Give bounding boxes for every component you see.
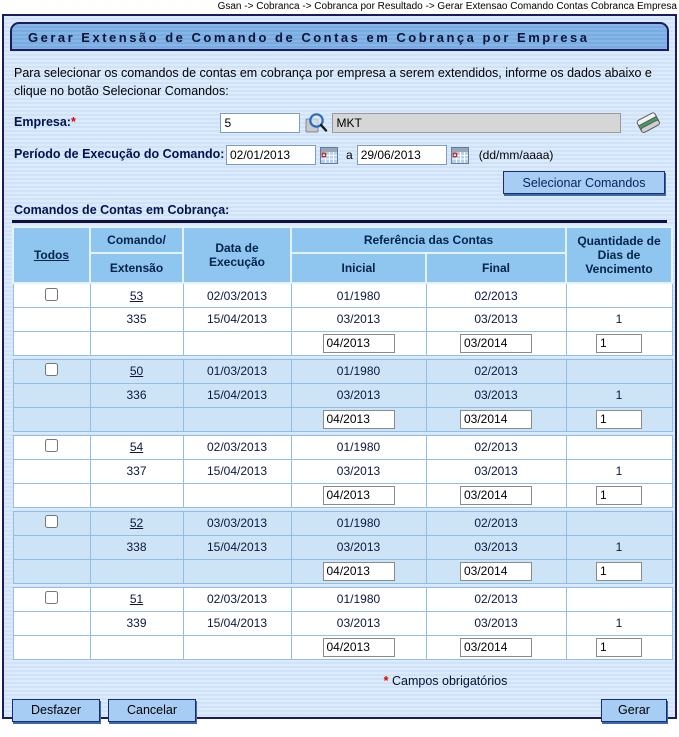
cell-data: 03/03/2013 <box>183 511 291 535</box>
selecionar-comandos-button[interactable]: Selecionar Comandos <box>503 171 665 194</box>
col-todos <box>13 227 90 283</box>
cell-select <box>13 283 90 307</box>
table-row <box>13 587 672 611</box>
required-asterisk: * <box>70 114 76 129</box>
cell-final <box>426 483 566 507</box>
search-icon[interactable] <box>304 111 328 135</box>
cell-data: 15/04/2013 <box>183 611 291 635</box>
comando-link[interactable]: 53 <box>129 288 144 303</box>
cell-data: 02/03/2013 <box>183 435 291 459</box>
dias-vencimento-input[interactable] <box>596 410 642 429</box>
table-row <box>13 483 672 507</box>
cell-select <box>13 559 90 583</box>
cell-inicial: 01/1980 <box>291 359 426 383</box>
command-group <box>13 435 672 511</box>
cell-final: 02/2013 <box>426 359 566 383</box>
cell-data: 01/03/2013 <box>183 359 291 383</box>
col-data-execucao: Data de Execução <box>183 227 291 283</box>
select-all-link[interactable]: Todos <box>33 248 70 263</box>
cell-inicial: 03/2013 <box>291 535 426 559</box>
cell-final: 02/2013 <box>426 435 566 459</box>
cell-dias <box>566 435 672 459</box>
command-group <box>13 283 672 359</box>
section-label: Comandos de Contas em Cobrança: <box>14 203 230 218</box>
date-start-input[interactable] <box>226 145 316 165</box>
col-final: Final <box>426 253 566 283</box>
cell-extensao: 338 <box>90 535 183 559</box>
row-checkbox[interactable] <box>45 363 58 376</box>
cell-inicial <box>291 635 426 659</box>
cell-extensao <box>90 407 183 431</box>
cell-inicial: 01/1980 <box>291 283 426 307</box>
command-group <box>13 359 672 435</box>
calendar-icon[interactable] <box>320 147 338 164</box>
cell-comando <box>90 587 183 611</box>
referencia-inicial-input[interactable] <box>323 486 395 505</box>
eraser-icon[interactable] <box>635 110 661 135</box>
cell-dias: 1 <box>566 459 672 483</box>
cell-final <box>426 635 566 659</box>
cell-final: 02/2013 <box>426 283 566 307</box>
cell-dias <box>566 359 672 383</box>
cell-extensao <box>90 635 183 659</box>
cell-comando <box>90 435 183 459</box>
cell-final: 03/2013 <box>426 383 566 407</box>
cell-final: 03/2013 <box>426 459 566 483</box>
page-frame <box>2 14 677 719</box>
breadcrumb: Gsan -> Cobranca -> Cobranca por Resultado -> Gerar Extensao Comando Contas Cobranca Empresa <box>217 1 677 12</box>
action-buttons <box>12 699 667 722</box>
cell-select <box>13 483 90 507</box>
cell-inicial: 01/1980 <box>291 587 426 611</box>
date-format-hint: (dd/mm/aaaa) <box>478 148 554 163</box>
comando-link[interactable]: 54 <box>129 440 144 455</box>
cell-inicial: 01/1980 <box>291 435 426 459</box>
col-extensao: Extensão <box>90 253 183 283</box>
cell-dias <box>566 407 672 431</box>
empresa-code-input[interactable] <box>220 113 300 133</box>
cell-inicial: 03/2013 <box>291 459 426 483</box>
cell-data: 15/04/2013 <box>183 535 291 559</box>
cell-final <box>426 559 566 583</box>
date-range-separator: a <box>346 148 353 163</box>
cell-select <box>13 435 90 459</box>
table-row <box>13 331 672 355</box>
cell-dias <box>566 587 672 611</box>
page-title: Gerar Extensão de Comando de Contas em Cobrança por Empresa <box>10 22 669 51</box>
cell-dias <box>566 511 672 535</box>
referencia-final-input[interactable] <box>460 486 532 505</box>
cell-data <box>183 483 291 507</box>
cell-select <box>13 331 90 355</box>
empresa-row <box>14 110 665 135</box>
cell-dias <box>566 559 672 583</box>
cell-dias <box>566 283 672 307</box>
cell-dias <box>566 331 672 355</box>
referencia-inicial-input[interactable] <box>323 638 395 657</box>
cell-extensao <box>90 483 183 507</box>
cell-dias <box>566 483 672 507</box>
cancelar-button[interactable]: Cancelar <box>108 699 196 722</box>
table-row <box>13 611 672 635</box>
cell-inicial <box>291 483 426 507</box>
cell-final <box>426 331 566 355</box>
cell-select <box>13 587 90 611</box>
cell-comando <box>90 511 183 535</box>
intro-text: Para selecionar os comandos de contas em cobrança por empresa a serem extendidos, informe os dados abaixo e clique no botão Selecionar Comandos: <box>14 66 652 99</box>
cell-extensao <box>90 559 183 583</box>
referencia-inicial-input[interactable] <box>323 562 395 581</box>
row-checkbox[interactable] <box>45 439 58 452</box>
row-checkbox[interactable] <box>45 591 58 604</box>
row-checkbox[interactable] <box>45 288 58 301</box>
periodo-label: Período de Execução do Comando: <box>14 147 225 162</box>
calendar-icon[interactable] <box>451 147 469 164</box>
command-group <box>13 587 672 659</box>
table-row <box>13 559 672 583</box>
dias-vencimento-input[interactable] <box>596 562 642 581</box>
cell-data <box>183 635 291 659</box>
table-row <box>13 283 672 307</box>
gerar-button[interactable]: Gerar <box>601 699 667 722</box>
cell-final: 02/2013 <box>426 511 566 535</box>
cell-select <box>13 383 90 407</box>
periodo-row <box>14 145 665 165</box>
cell-extensao: 337 <box>90 459 183 483</box>
cell-data <box>183 559 291 583</box>
cell-extensao: 336 <box>90 383 183 407</box>
commands-table <box>12 226 673 660</box>
comando-link[interactable]: 52 <box>129 516 144 531</box>
cell-inicial <box>291 331 426 355</box>
cell-dias: 1 <box>566 307 672 331</box>
referencia-final-input[interactable] <box>460 638 532 657</box>
cell-inicial: 03/2013 <box>291 307 426 331</box>
cell-extensao <box>90 331 183 355</box>
cell-final: 03/2013 <box>426 307 566 331</box>
cell-select <box>13 459 90 483</box>
table-row <box>13 459 672 483</box>
empresa-label <box>14 115 220 131</box>
cell-final <box>426 407 566 431</box>
command-group <box>13 511 672 587</box>
cell-inicial <box>291 407 426 431</box>
cell-select <box>13 535 90 559</box>
cell-inicial: 03/2013 <box>291 383 426 407</box>
cell-select <box>13 307 90 331</box>
cell-final: 02/2013 <box>426 587 566 611</box>
cell-select <box>13 511 90 535</box>
cell-dias <box>566 635 672 659</box>
dias-vencimento-input[interactable] <box>596 334 642 353</box>
empresa-label-text: Empresa: <box>14 114 71 129</box>
cell-extensao: 335 <box>90 307 183 331</box>
table-row <box>13 511 672 535</box>
empresa-name-field <box>332 113 621 133</box>
dias-vencimento-input[interactable] <box>596 638 642 657</box>
cell-data: 15/04/2013 <box>183 459 291 483</box>
cell-select <box>13 359 90 383</box>
table-row <box>13 359 672 383</box>
dias-vencimento-input[interactable] <box>596 486 642 505</box>
cell-data: 02/03/2013 <box>183 283 291 307</box>
cell-comando <box>90 359 183 383</box>
select-commands-row <box>14 171 665 194</box>
table-row <box>13 535 672 559</box>
cell-data: 15/04/2013 <box>183 383 291 407</box>
table-row <box>13 435 672 459</box>
required-note-text: Campos obrigatórios <box>392 673 508 688</box>
table-row <box>13 407 672 431</box>
row-checkbox[interactable] <box>45 515 58 528</box>
referencia-inicial-input[interactable] <box>323 334 395 353</box>
cell-inicial: 01/1980 <box>291 511 426 535</box>
cell-select <box>13 635 90 659</box>
comando-link[interactable]: 50 <box>129 364 144 379</box>
cell-inicial: 03/2013 <box>291 611 426 635</box>
cell-select <box>13 611 90 635</box>
comando-link[interactable]: 51 <box>129 592 144 607</box>
col-comando: Comando/ <box>90 227 183 253</box>
date-end-input[interactable] <box>357 145 447 165</box>
col-quantidade: Quantidade de Dias de Vencimento <box>566 227 672 283</box>
referencia-final-input[interactable] <box>460 410 532 429</box>
cell-final: 03/2013 <box>426 611 566 635</box>
cell-data <box>183 407 291 431</box>
cell-data: 15/04/2013 <box>183 307 291 331</box>
cell-dias: 1 <box>566 535 672 559</box>
desfazer-button[interactable]: Desfazer <box>12 699 100 722</box>
cell-select <box>13 407 90 431</box>
table-row <box>13 635 672 659</box>
col-inicial: Inicial <box>291 253 426 283</box>
cell-data: 02/03/2013 <box>183 587 291 611</box>
required-asterisk: * <box>383 673 389 688</box>
table-row <box>13 383 672 407</box>
cell-inicial <box>291 559 426 583</box>
cell-comando <box>90 283 183 307</box>
cell-dias: 1 <box>566 611 672 635</box>
col-referencia: Referência das Contas <box>291 227 566 253</box>
cell-extensao: 339 <box>90 611 183 635</box>
required-fields-note <box>4 674 675 688</box>
divider <box>12 220 667 223</box>
referencia-inicial-input[interactable] <box>323 410 395 429</box>
referencia-final-input[interactable] <box>460 562 532 581</box>
cell-dias: 1 <box>566 383 672 407</box>
table-row <box>13 307 672 331</box>
referencia-final-input[interactable] <box>460 334 532 353</box>
cell-data <box>183 331 291 355</box>
cell-final: 03/2013 <box>426 535 566 559</box>
